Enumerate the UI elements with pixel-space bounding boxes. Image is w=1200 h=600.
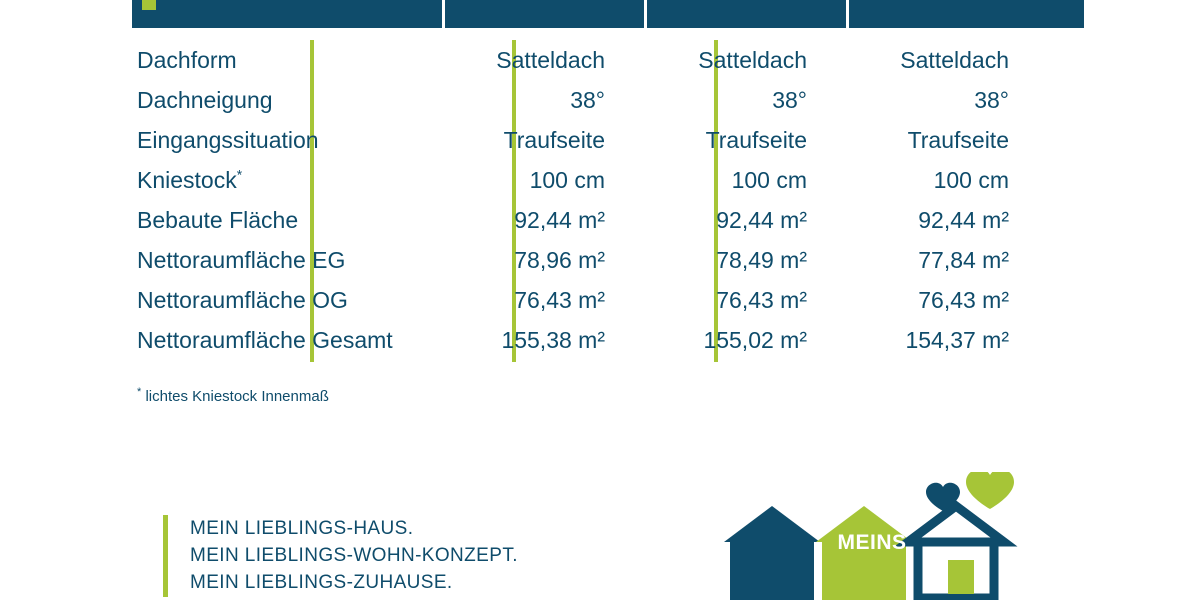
claim-line-3: MEIN LIEBLINGS-ZUHAUSE. [190,572,453,593]
header-separator-1 [442,0,445,28]
house-left-roof-icon [724,506,820,542]
row-value-col2: 100 cm [731,167,807,193]
claim-line-2: MEIN LIEBLINGS-WOHN-KONZEPT. [190,545,518,566]
row-value-col3: 77,84 m² [918,247,1009,273]
claim-block [163,515,518,597]
table-row [132,240,1084,280]
row-value-col2: Traufseite [705,127,807,153]
claim-line-1: MEIN LIEBLINGS-HAUS. [190,518,414,539]
specification-table [132,40,1084,360]
row-value-col3: Traufseite [907,127,1009,153]
row-label: Dachform [137,47,237,73]
row-value-col3: 154,37 m² [905,327,1009,353]
heart-large-icon [966,472,1014,509]
row-value-col1: 38° [570,87,605,113]
brand-logo [716,472,1036,600]
green-square-marker [142,0,156,10]
table-row [132,200,1084,240]
row-value-col1: 78,96 m² [514,247,605,273]
row-label: Nettoraumfläche EG [137,247,346,273]
table-row [132,280,1084,320]
row-value-col2: 78,49 m² [716,247,807,273]
footnote-marker: * [137,386,142,398]
row-value-col1: 100 cm [529,167,605,193]
row-value-col3: 38° [974,87,1009,113]
table-row [132,320,1084,360]
table-row [132,80,1084,120]
house-right-roof-icon [908,506,1004,542]
row-value-col3: 100 cm [933,167,1009,193]
footnote [137,388,329,405]
row-label: Nettoraumfläche Gesamt [137,327,393,353]
row-label: Dachneigung [137,87,273,113]
row-value-col1: Traufseite [503,127,605,153]
row-value-col1: 155,38 m² [501,327,605,353]
row-value-col3: Satteldach [900,47,1009,73]
row-label-footnote-marker: * [236,166,243,183]
row-value-col1: 76,43 m² [514,287,605,313]
row-label: Nettoraumfläche OG [137,287,348,313]
row-value-col2: 76,43 m² [716,287,807,313]
house-left-body-icon [730,540,814,600]
row-label: Eingangssituation [137,127,319,153]
house-right-window-icon [948,560,974,594]
row-value-col2: 155,02 m² [703,327,807,353]
row-label: Bebaute Fläche [137,207,299,233]
table-row [132,40,1084,80]
row-value-col3: 76,43 m² [918,287,1009,313]
header-separator-3 [846,0,849,28]
row-label [137,160,242,200]
row-value-col1: Satteldach [496,47,605,73]
row-value-col1: 92,44 m² [514,207,605,233]
row-value-col2: 92,44 m² [716,207,807,233]
row-value-col2: Satteldach [698,47,807,73]
table-header-band [132,0,1084,28]
table-row [132,120,1084,160]
row-value-col3: 92,44 m² [918,207,1009,233]
row-label-text: Kniestock [137,167,237,193]
logo-word: MEINS [837,531,907,554]
table-row [132,160,1084,200]
header-separator-2 [644,0,647,28]
footnote-text: lichtes Kniestock Innenmaß [141,388,329,405]
row-value-col2: 38° [772,87,807,113]
